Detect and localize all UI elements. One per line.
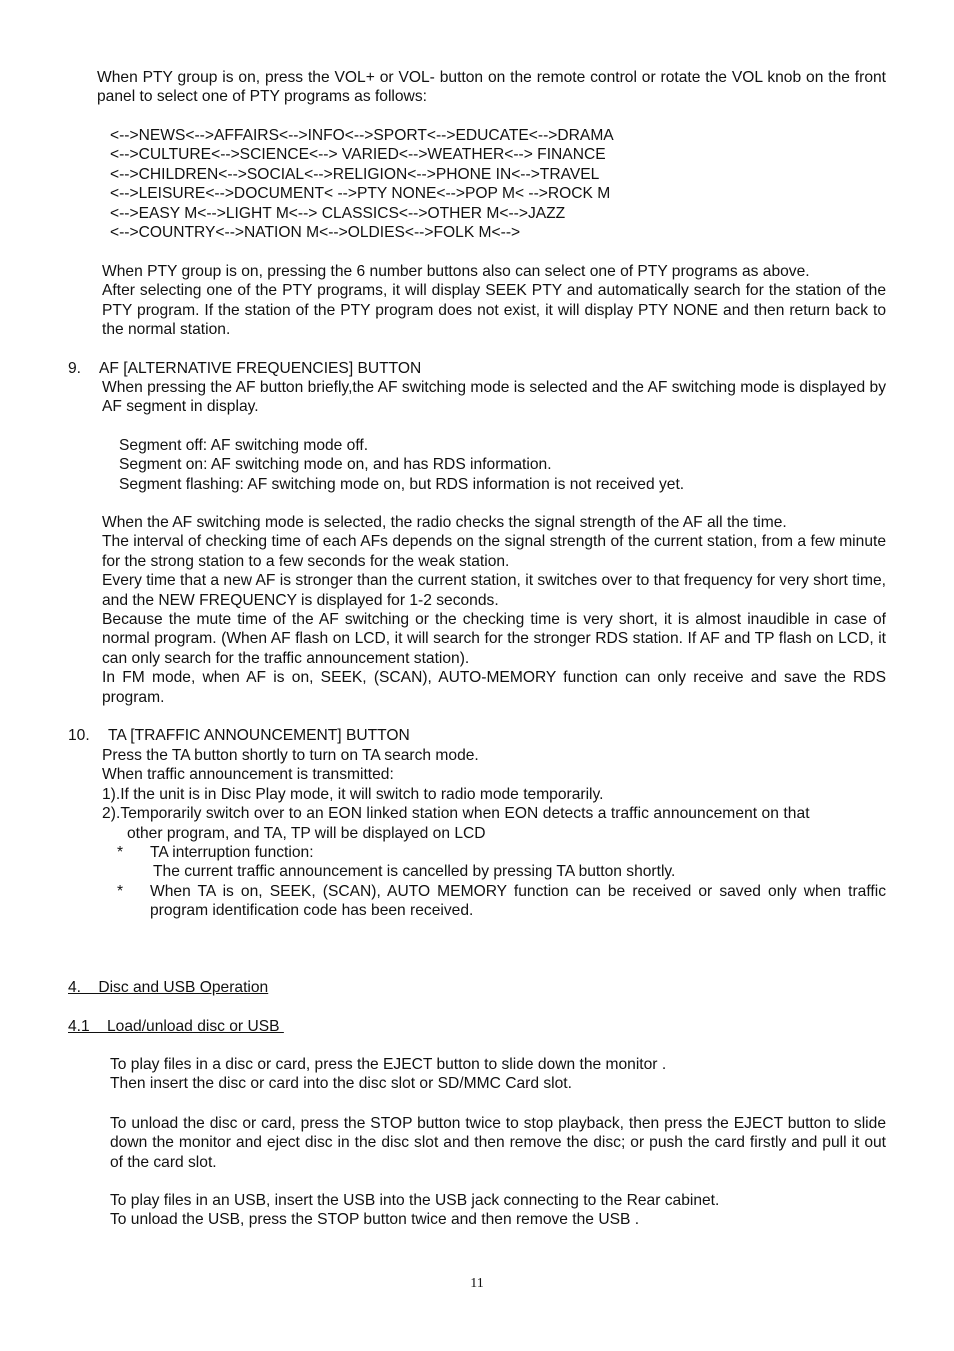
af-paragraph: In FM mode, when AF is on, SEEK, (SCAN), AUTO-MEMORY function can only receive and save the RDS program. — [102, 669, 886, 706]
ta-bullet-text: When TA is on, SEEK, (SCAN), AUTO MEMORY function can be received or saved only when traffic program identification code has been received. — [150, 883, 886, 920]
af-paragraph: Because the mute time of the AF switching or the checking time is very short, it is almost inaudible in case of normal program. (When AF flash on LCD, it will search for the stronger RDS station. If AF and TP flash on LCD, it can only search for the traffic announcement station). — [102, 611, 886, 667]
subsection-heading: 4.1 Load/unload disc or USB — [68, 1018, 284, 1035]
usb-line: To unload the USB, press the STOP button twice and then remove the USB . — [110, 1211, 640, 1229]
bullet-mark: * — [117, 883, 124, 900]
ta-bullet — [117, 882, 886, 921]
pty-list-line: <-->CHILDREN<-->SOCIAL<-->RELIGION<-->PHONE IN<-->TRAVEL — [110, 165, 600, 183]
pty-list-line: <-->NEWS<-->AFFAIRS<-->INFO<-->SPORT<-->EDUCATE<-->DRAMA — [110, 127, 614, 144]
page-number: 11 — [470, 1276, 484, 1291]
ta-line: 2).Temporarily switch over to an EON linked station when EON detects a traffic announcement on that — [102, 805, 810, 823]
ta-bullet-title: TA interruption function: — [150, 844, 314, 861]
af-number: 9. — [68, 360, 82, 377]
af-paragraph: The interval of checking time of each AFs depends on the signal strength of the current station, from a few minute for the strong station to a few seconds for the weak station. — [102, 533, 886, 570]
ta-heading-text: TA [TRAFFIC ANNOUNCEMENT] BUTTON — [108, 727, 410, 744]
af-paragraph: Every time that a new AF is stronger than the current station, it switches over to that frequency for very short time, and the NEW FREQUENCY is displayed for 1-2 seconds. — [102, 572, 886, 609]
ta-line: Press the TA button shortly to turn on TA search mode. — [102, 747, 479, 764]
af-details — [102, 513, 886, 707]
pty-list-line: <-->CULTURE<-->SCIENCE<--> VARIED<-->WEATHER<--> FINANCE — [110, 146, 606, 164]
af-segment-list — [119, 436, 879, 494]
disc-line: To play files in a disc or card, press the EJECT button to slide down the monitor . — [110, 1056, 667, 1073]
bullet-mark: * — [117, 844, 124, 861]
disc-line: Then insert the disc or card into the disc slot or SD/MMC Card slot. — [110, 1075, 572, 1093]
af-segment-item: Segment flashing: AF switching mode on, but RDS information is not received yet. — [119, 475, 685, 493]
pty-list-line: <-->COUNTRY<-->NATION M<-->OLDIES<-->FOLK M<--> — [110, 224, 521, 242]
ta-line: When traffic announcement is transmitted: — [102, 766, 394, 784]
disc-unload: To unload the disc or card, press the STOP button twice to stop playback, then press the EJECT button to slide down the monitor and eject disc in the disc slot and then remove the disc; or push the card firstly and pull it out of the card slot. — [110, 1115, 886, 1171]
af-heading — [68, 359, 888, 378]
ta-body — [102, 746, 886, 843]
ta-number: 10. — [68, 727, 90, 744]
section-heading: 4. Disc and USB Operation — [68, 979, 269, 996]
pty-number-buttons: When PTY group is on, pressing the 6 number buttons also can select one of PTY programs as above. — [102, 263, 810, 280]
pty-intro: When PTY group is on, press the VOL+ or VOL- button on the remote control or rotate the VOL knob on the front panel to select one of PTY programs as follows: — [97, 69, 886, 106]
ta-line: other program, and TA, TP will be displayed on LCD — [127, 824, 486, 842]
af-heading-text: AF [ALTERNATIVE FREQUENCIES] BUTTON — [99, 360, 422, 377]
pty-list-line: <-->EASY M<-->LIGHT M<--> CLASSICS<-->OTHER M<-->JAZZ — [110, 204, 566, 222]
af-intro: When pressing the AF button briefly,the AF switching mode is selected and the AF switching mode is displayed by AF segment in display. — [102, 379, 886, 416]
ta-bullet-text: The current traffic announcement is cancelled by pressing TA button shortly. — [153, 863, 676, 881]
ta-heading — [68, 726, 888, 745]
af-segment-item: Segment off: AF switching mode off. — [119, 437, 369, 454]
pty-list — [110, 126, 870, 242]
pty-description — [102, 262, 886, 340]
usb-line: To play files in an USB, insert the USB into the USB jack connecting to the Rear cabinet. — [110, 1192, 720, 1209]
ta-line: 1).If the unit is in Disc Play mode, it will switch to radio mode temporarily. — [102, 785, 604, 803]
af-segment-item: Segment on: AF switching mode on, and has RDS information. — [119, 456, 552, 474]
ta-bullet — [117, 843, 886, 882]
usb-instructions — [110, 1191, 886, 1230]
af-paragraph: When the AF switching mode is selected, the radio checks the signal strength of the AF all the time. — [102, 514, 787, 531]
pty-list-line: <-->LEISURE<-->DOCUMENT< -->PTY NONE<-->POP M< -->ROCK M — [110, 185, 611, 203]
pty-seek-text: After selecting one of the PTY programs, it will display SEEK PTY and automatically search for the station of the PTY program. If the station of the PTY program does not exist, it will display PTY NONE and then return back to the normal station. — [102, 282, 886, 339]
disc-load — [110, 1055, 886, 1094]
